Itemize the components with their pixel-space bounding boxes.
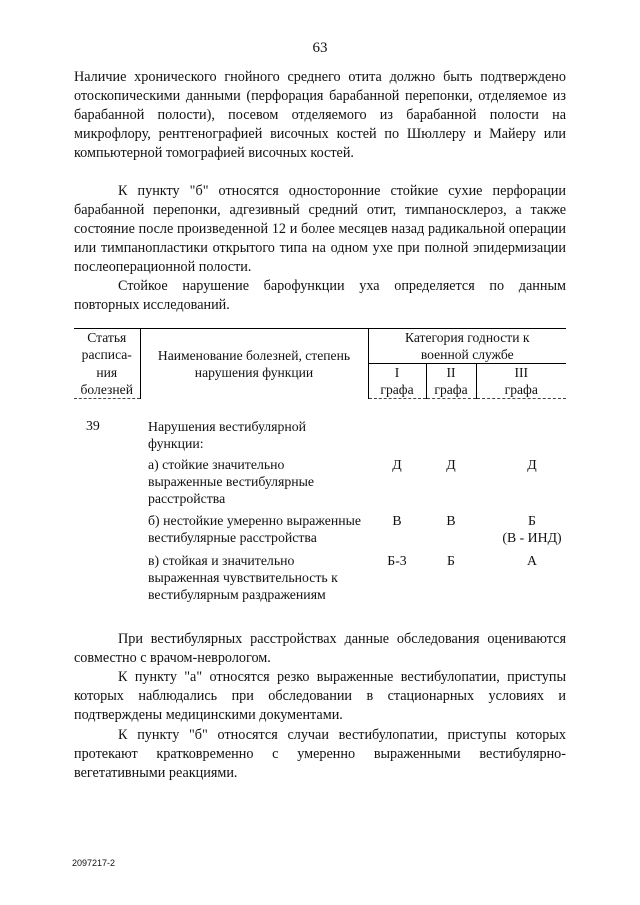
col-disease-name-header <box>140 329 368 399</box>
col-article-header-line2: расписа- <box>81 347 132 362</box>
row-a-line2: выраженные вестибулярные <box>148 474 315 489</box>
col-disease-header-line1: Наименование болезней, степень <box>157 347 351 363</box>
paragraph-neurologist: При вестибулярных расстройствах данные обследования оцениваются совместно с врачом-неврологом. <box>74 631 566 666</box>
row-b-graph-3: Б <box>528 513 536 528</box>
footer-document-code: 2097217-2 <box>72 858 116 868</box>
row-a-line3: расстройства <box>148 491 226 506</box>
row-b-line1: б) нестойкие умеренно выраженные <box>148 513 361 528</box>
row-c-graph-1: Б-3 <box>387 553 407 568</box>
paragraph-point-a-vestibular: К пункту "а" относятся резко выраженные вестибулопатии, приступы которых наблюдались при обследовании в стационарных условиях и подтверждены медицинскими документами. <box>74 669 566 723</box>
paragraph-barofunction: Стойкое нарушение барофункции уха определяется по данным повторных исследований. <box>74 278 566 313</box>
article-number: 39 <box>86 418 100 433</box>
fitness-table-header <box>74 328 566 399</box>
graph-2-roman: II <box>426 364 476 382</box>
col-article-header-line3: ния <box>96 364 118 380</box>
paragraph-point-b-ear: К пункту "б" относятся односторонние стойкие сухие перфорации барабанной перепонки, адгезивный средний отит, тимпаносклероз, а также состояние после произведенной 12 и более месяцев назад радикальной операции или тимпанопластики открытого типа на одном ухе при полной эпидермизации послеоперационной полости. <box>74 183 566 275</box>
row-a-graph-2: Д <box>446 457 456 472</box>
row-a-graph-3: Д <box>527 457 537 472</box>
row-b-graph-1: В <box>392 513 402 528</box>
row-c-line3: вестибулярным раздражениям <box>148 587 326 602</box>
row-a-line1: а) стойкие значительно <box>148 457 285 472</box>
row-b-graph-2: В <box>446 513 456 528</box>
category-header-line2: военной службе <box>368 346 566 364</box>
row-c-graph-3: А <box>527 553 537 568</box>
graph-2-word: графа <box>426 381 476 399</box>
row-c-graph-2: Б <box>447 553 455 568</box>
graph-1-word: графа <box>368 381 426 399</box>
col-article-header-line1: Статья <box>74 329 140 347</box>
graph-3-word: графа <box>476 381 566 399</box>
graph-1-roman: I <box>368 364 426 382</box>
col-article-header-line4: болезней <box>74 381 140 399</box>
row-a-graph-1: Д <box>392 457 402 472</box>
page-number: 63 <box>312 40 328 56</box>
row-b-graph-3-extra: (В - ИНД) <box>502 530 562 545</box>
paragraph-otitis-confirmation: Наличие хронического гнойного среднего отита должно быть подтверждено отоскопическими данными (перфорация барабанной перепонки, отделяемое из барабанной полости), посевом отделяемого из барабанной полости на микрофлору, рентгенографией височных костей по Шюллеру и Майеру или компьютерной томографией височных костей. <box>74 69 566 161</box>
col-disease-header-line2: нарушения функции <box>194 364 314 380</box>
article-title-line2: функции: <box>148 436 204 451</box>
article-title <box>148 418 388 452</box>
table-row-a-label <box>148 456 388 507</box>
row-c-line1: в) стойкая и значительно <box>148 553 295 568</box>
paragraph-point-b-vestibular: К пункту "б" относятся случаи вестибулопатии, приступы которых протекают кратковременно с умеренно выраженными вестибулярно-вегетативными реакциями. <box>74 727 566 781</box>
graph-3-roman: III <box>476 364 566 382</box>
category-header-line1: Категория годности к <box>368 329 566 347</box>
table-row-b-label <box>148 512 388 546</box>
row-b-line2: вестибулярные расстройства <box>148 530 317 545</box>
table-row-c-label <box>148 552 388 603</box>
article-title-line1: Нарушения вестибулярной <box>148 419 307 434</box>
row-c-line2: выраженная чувствительность к <box>148 570 338 585</box>
